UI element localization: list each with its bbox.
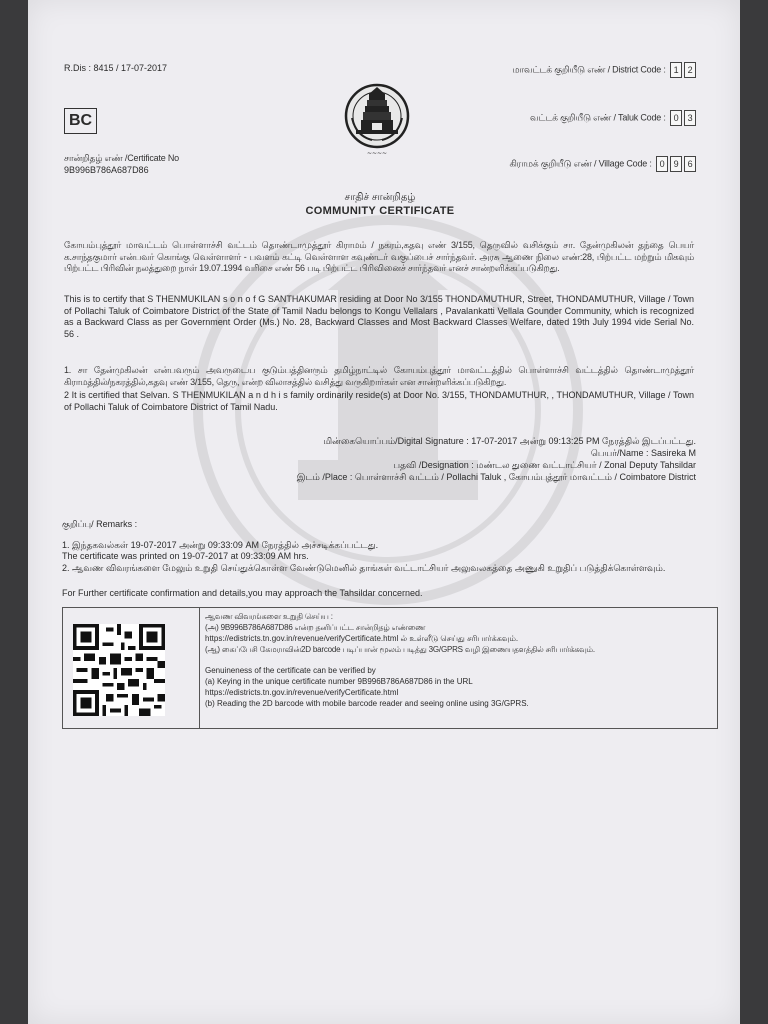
remarks-heading: குறிப்பு/ Remarks : bbox=[62, 519, 138, 529]
verify-en-url: https://edistricts.tn.gov.in/revenue/verifyCertificate.html bbox=[205, 688, 399, 697]
verify-en-option-a: (a) Keying in the unique certificate number 9B996B786A687D86 in the URL bbox=[205, 677, 473, 686]
taluk-code-digit: 0 bbox=[670, 110, 682, 126]
page-title: COMMUNITY CERTIFICATE bbox=[305, 205, 455, 217]
district-code-digit: 1 bbox=[670, 62, 682, 78]
certificate-no: 9B996B786A687D86 bbox=[64, 165, 149, 175]
village-code-row bbox=[509, 156, 696, 172]
tamil-nadu-emblem-icon bbox=[342, 78, 412, 158]
district-code-digit: 2 bbox=[684, 62, 696, 78]
taluk-code-row bbox=[530, 110, 696, 126]
district-code-label: மாவட்டக் குறியீடு எண் / District Code : bbox=[512, 64, 666, 75]
rdis-number: R.Dis : 8415 / 17-07-2017 bbox=[64, 63, 168, 73]
verify-ta-heading: ஆவண விவரங்களை உறுதி செய்ய : bbox=[205, 612, 333, 621]
remarks-confirm-en: For Further certificate confirmation and details,you may approach the Tahsildar concerned. bbox=[62, 588, 423, 598]
verification-box bbox=[62, 607, 718, 729]
taluk-code-label: வட்டக் குறியீடு எண் / Taluk Code : bbox=[529, 112, 666, 123]
signatory-designation: பதவி /Designation : மண்டல துணை வட்டாட்சியர் / Zonal Deputy Tahsildar bbox=[393, 460, 696, 470]
english-residence-paragraph: 2 It is certified that Selvan. S THENMUKILAN a n d h i s family ordinarily reside(s) at Door No. 3/155, THONDAMUTHUR, , THONDAMUTHUR, Village / Town of Pollachi Taluk of Coimbatore District of Tamil Nadu. bbox=[64, 390, 694, 412]
tamil-residence-paragraph: 1. சா தேன்முகிலன் என்பவரும் அவருடைய குடும்பத்தினரும் தமிழ்நாட்டில் கோயம்புத்தூர் மாவட்டத்தில் பொள்ளாச்சி வட்டத்தில் தொண்டாமுத்தூர் கிராமத்தில்/நகரத்தில்,கதவு எண் 3/155, தெரு, என்ற விலாசத்தில் வசித்து வருகிறார்கள் என சான்றளிக்கப்படுகிறது. bbox=[64, 365, 694, 387]
qr-code-icon bbox=[73, 624, 165, 716]
verify-en-option-b: (b) Reading the 2D barcode with mobile barcode reader and seeing online using 3G/GPRS. bbox=[205, 699, 529, 708]
verify-ta-url: https://edistricts.tn.gov.in/revenue/verifyCertificate.html ல் உள்ளீடு செய்து சரிபார்க்கவும். bbox=[205, 634, 519, 643]
verification-text bbox=[205, 611, 711, 709]
verify-ta-option-b: (ஆ) கைப்பேசி கேமராவின்2D barcode படிப்பான் மூலம் படித்து 3G/GPRS வழி இணையதளத்தில் சரிபார்க்கவும். bbox=[205, 645, 595, 654]
village-code-label: கிராமக் குறியீடு எண் / Village Code : bbox=[509, 158, 652, 169]
verify-en-heading: Genuineness of the certificate can be verified by bbox=[205, 666, 376, 675]
remarks-printed-en: The certificate was printed on 19-07-2017 at 09:33:09 AM hrs. bbox=[62, 551, 309, 561]
district-code-row bbox=[512, 62, 696, 78]
tamil-certify-paragraph: கோயம்புத்தூர் மாவட்டம் பொள்ளாச்சி வட்டம் தொண்டாமுத்தூர் கிராமம் / நகரம்,கதவு எண் 3/155, தெருவில் வசிக்கும் சா. தேன்முகிலன் தந்தை பெயர் க.சாந்தகுமார் என்பவர் கொங்கு வெள்ளாளர் - பவளம் கட்டி வெள்ளாள கவுண்டர் வகுப்பைச் சார்ந்தவர். அரசு ஆணை நிலை எண்:28, பிற்பட்ட மற்றும் மிகவும் பிற்பட்ட பிரிவின் நலத்துறை நாள் 19.07.1994 வரிசை எண் 56 படி பிற்பட்ட பிரிவினைச் சார்ந்தவர் எனச் சான்றளிக்கப்படுகிறது. bbox=[64, 240, 694, 273]
signatory-name: பெயர்/Name : Sasireka M bbox=[590, 448, 696, 458]
certificate-sheet bbox=[28, 0, 740, 1024]
taluk-code-digit: 3 bbox=[684, 110, 696, 126]
village-code-digit: 9 bbox=[670, 156, 682, 172]
remarks-confirm-ta: 2. ஆவண விவரங்களை மேலும் உறுதி செய்துக்கொள்ள வேண்டுமெனில் தாங்கள் வட்டாட்சியர் அலுவலகத்தை அணுகி உறுதிப் படுத்திக்கொள்ளவும். bbox=[62, 563, 666, 573]
verification-divider bbox=[199, 608, 200, 728]
village-code-digit: 0 bbox=[656, 156, 668, 172]
digital-signature: மின்கையொப்பம்/Digital Signature : 17-07-2017 அன்று 09:13:25 PM நேரத்தில் இடப்பட்டது. bbox=[323, 436, 696, 446]
bc-badge: BC bbox=[64, 108, 97, 134]
svg-text:~~~~: ~~~~ bbox=[366, 150, 388, 157]
english-certify-paragraph: This is to certify that S THENMUKILAN s o n o f G SANTHAKUMAR residing at Door No 3/155 THONDAMUTHUR, Street, THONDAMUTHUR, Village / Town of Pollachi Taluk of Coimbatore District of the State of Tamil Nadu belongs to Kongu Vellalars , Pavalankatti Vellala Gounder Community, which is recognized as a Backward Class as per Government Order (Ms.) No. 28, Backward Classes and Most Backward Classes Welfare, dated 19th July 1994 vide Serial No. 56 . bbox=[64, 294, 694, 339]
title-tamil: சாதிச் சான்றிதழ் bbox=[344, 192, 416, 203]
remarks-printed-ta: 1. இந்தகவல்கள் 19-07-2017 அன்று 09:33:09 AM நேரத்தில் அச்சடிக்கப்பட்டது. bbox=[62, 540, 379, 550]
verify-ta-option-a: (அ) 9B996B786A687D86 என்ற தனிப்பட்ட சான்றிதழ் எண்ணை bbox=[205, 623, 426, 632]
village-code-digit: 6 bbox=[684, 156, 696, 172]
signatory-place: இடம் /Place : பொள்ளாச்சி வட்டம் / Pollachi Taluk , கோயம்புத்தூர் மாவட்டம் / Coimbatore District bbox=[296, 472, 696, 482]
certificate-no-label: சான்றிதழ் எண் /Certificate No bbox=[64, 153, 179, 163]
